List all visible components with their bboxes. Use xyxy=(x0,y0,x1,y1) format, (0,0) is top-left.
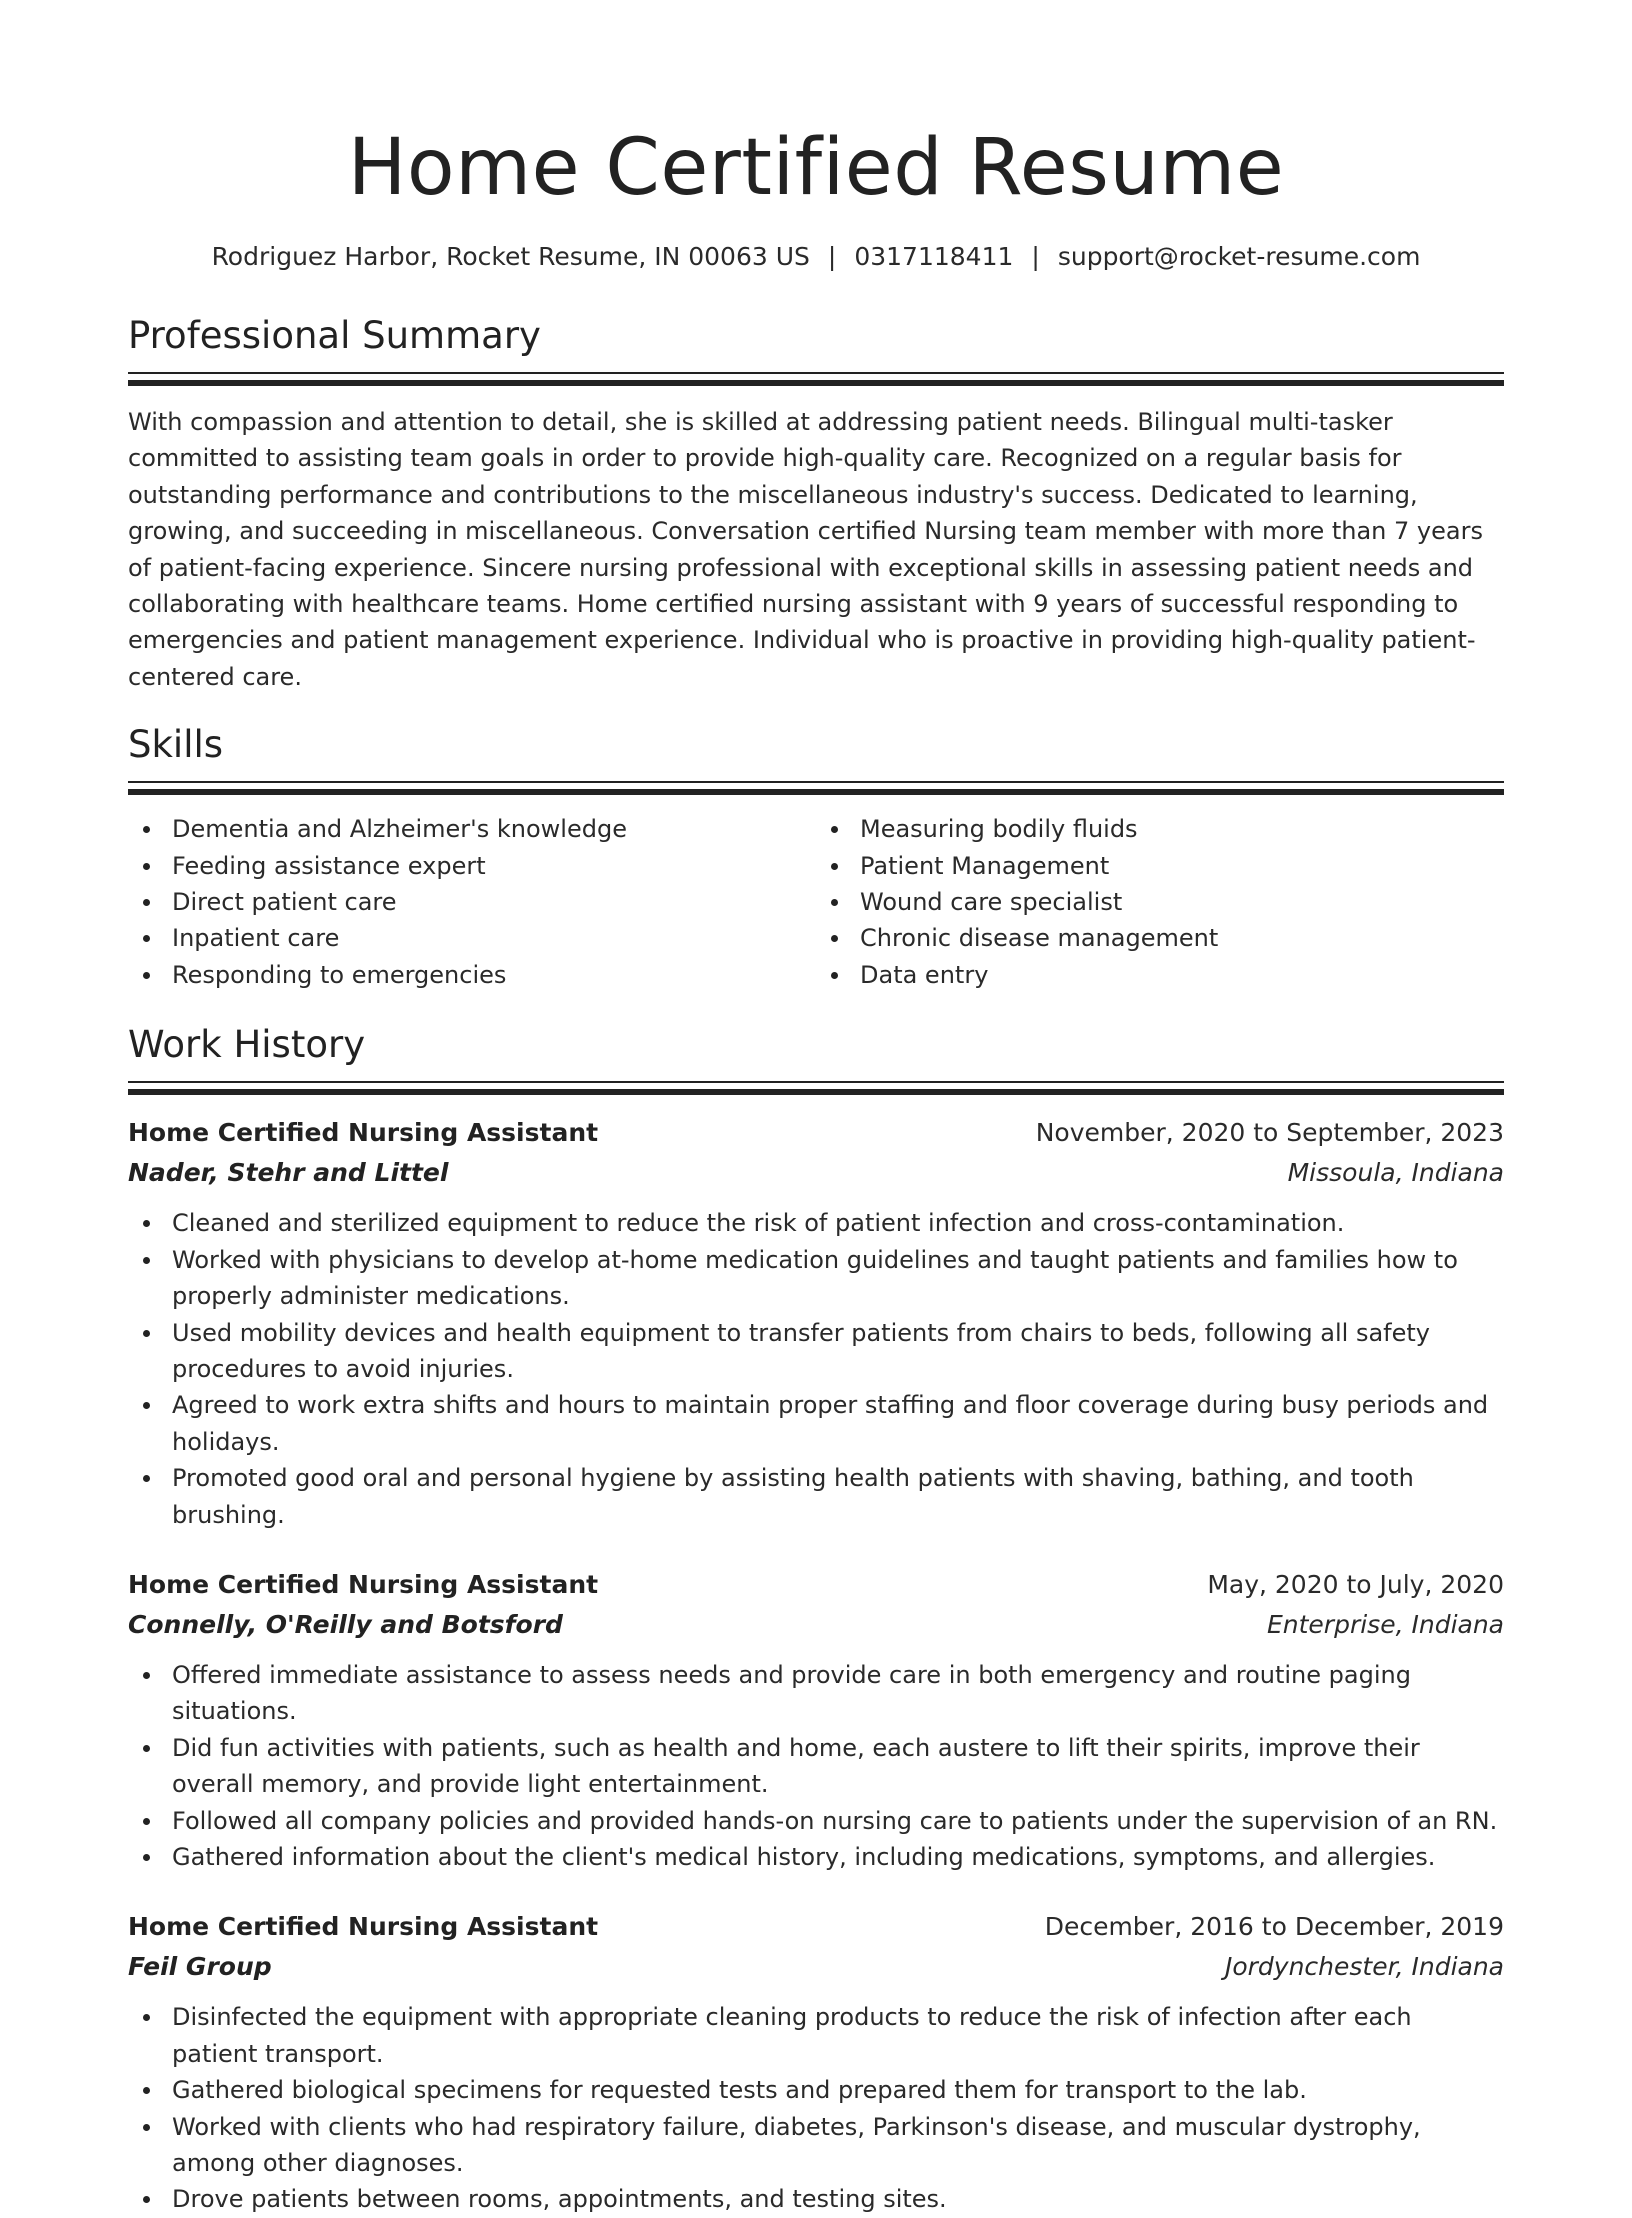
job-duty: Agreed to work extra shifts and hours to maintain proper staffing and floor coverage during busy periods and holidays. xyxy=(128,1387,1504,1460)
job-duty: Disinfected the equipment with appropriate cleaning products to reduce the risk of infection after each patient transport. xyxy=(128,1999,1504,2072)
job-duty: Drove patients between rooms, appointments, and testing sites. xyxy=(128,2181,1504,2217)
job-company-row xyxy=(128,1605,1504,1645)
skill-item: Chronic disease management xyxy=(816,920,1504,956)
job-duties-list xyxy=(128,1657,1504,1875)
job-company-row xyxy=(128,1153,1504,1193)
work-history-section xyxy=(128,1021,1504,2218)
skill-item: Dementia and Alzheimer's knowledge xyxy=(128,811,816,847)
skill-item: Feeding assistance expert xyxy=(128,848,816,884)
job-duty: Did fun activities with patients, such as health and home, each austere to lift their spirits, improve their overall memory, and provide light entertainment. xyxy=(128,1730,1504,1803)
job-title: Home Certified Nursing Assistant xyxy=(128,1912,599,1942)
job-company: Connelly, O'Reilly and Botsford xyxy=(128,1609,563,1639)
job-dates: December, 2016 to December, 2019 xyxy=(1044,1912,1504,1942)
contact-separator: | xyxy=(1031,242,1040,271)
contact-separator: | xyxy=(827,242,837,271)
professional-summary-section xyxy=(128,312,1504,695)
job-entry xyxy=(128,1565,1504,1875)
section-title-summary: Professional Summary xyxy=(128,314,541,357)
section-divider xyxy=(128,372,1504,386)
skill-item: Data entry xyxy=(816,957,1504,993)
skills-section xyxy=(128,721,1504,993)
section-title-work: Work History xyxy=(128,1023,366,1067)
job-entry xyxy=(128,1907,1504,2217)
job-duty: Used mobility devices and health equipment to transfer patients from chairs to beds, following all safety procedures to avoid injuries. xyxy=(128,1315,1504,1388)
contact-address: Rodriguez Harbor, Rocket Resume, IN 00063 US xyxy=(211,242,810,271)
summary-text: With compassion and attention to detail, she is skilled at addressing patient needs. Bilingual multi-tasker committed to assisting team goals in order to provide high-quality care. Recognized on a regular basis for outstanding performance and contributions to the miscellaneous industry's success. Dedicated to learning, growing, and succeeding in miscellaneous. Conversation certified Nursing team member with more than 7 years of patient-facing experience. Sincere nursing professional with exceptional skills in assessing patient needs and collaborating with healthcare teams. Home certified nursing assistant with 9 years of successful responding to emergencies and patient management experience. Individual who is proactive in providing high-quality patient-centered care. xyxy=(128,408,1483,691)
job-header-row xyxy=(128,1565,1504,1605)
section-title-skills: Skills xyxy=(128,723,224,767)
job-title: Home Certified Nursing Assistant xyxy=(128,1118,599,1148)
job-duty: Followed all company policies and provided hands-on nursing care to patients under the supervision of an RN. xyxy=(128,1803,1504,1839)
skill-item: Patient Management xyxy=(816,848,1504,884)
skill-item: Wound care specialist xyxy=(816,884,1504,920)
skills-columns xyxy=(128,811,1504,993)
job-company: Feil Group xyxy=(128,1952,272,1982)
job-header-row xyxy=(128,1113,1504,1153)
skill-item: Inpatient care xyxy=(128,920,816,956)
skill-item: Responding to emergencies xyxy=(128,957,816,993)
job-company-row xyxy=(128,1947,1504,1987)
job-duty: Offered immediate assistance to assess needs and provide care in both emergency and routine paging situations. xyxy=(128,1657,1504,1730)
section-divider xyxy=(128,1081,1504,1095)
job-dates: May, 2020 to July, 2020 xyxy=(1207,1569,1504,1599)
job-title: Home Certified Nursing Assistant xyxy=(128,1569,599,1599)
contact-email[interactable]: support@rocket-resume.com xyxy=(1057,242,1421,271)
job-duty: Gathered biological specimens for requested tests and prepared them for transport to the lab. xyxy=(128,2072,1504,2108)
skill-item: Direct patient care xyxy=(128,884,816,920)
job-dates: November, 2020 to September, 2023 xyxy=(1035,1118,1504,1148)
job-duty: Gathered information about the client's medical history, including medications, symptoms, and allergies. xyxy=(128,1839,1504,1875)
job-duty: Worked with clients who had respiratory failure, diabetes, Parkinson's disease, and muscular dystrophy, among other diagnoses. xyxy=(128,2109,1504,2182)
resume-name: Home Certified Resume xyxy=(347,123,1285,213)
resume-page xyxy=(128,0,1504,2218)
skills-column-right xyxy=(816,811,1504,993)
job-company: Nader, Stehr and Littel xyxy=(128,1158,449,1188)
job-entry xyxy=(128,1113,1504,1533)
skill-item: Measuring bodily fluids xyxy=(816,811,1504,847)
skills-column-left xyxy=(128,811,816,993)
job-duty: Cleaned and sterilized equipment to reduce the risk of patient infection and cross-contamination. xyxy=(128,1205,1504,1241)
section-divider xyxy=(128,781,1504,795)
job-location: Enterprise, Indiana xyxy=(1266,1609,1504,1639)
job-duty: Worked with physicians to develop at-home medication guidelines and taught patients and families how to properly administer medications. xyxy=(128,1242,1504,1315)
job-duty: Promoted good oral and personal hygiene by assisting health patients with shaving, bathing, and tooth brushing. xyxy=(128,1460,1504,1533)
contact-phone: 0317118411 xyxy=(854,242,1014,271)
job-location: Jordynchester, Indiana xyxy=(1224,1952,1504,1982)
job-duties-list xyxy=(128,1999,1504,2217)
contact-line xyxy=(128,240,1504,274)
job-location: Missoula, Indiana xyxy=(1287,1158,1504,1188)
job-header-row xyxy=(128,1907,1504,1947)
job-duties-list xyxy=(128,1205,1504,1533)
